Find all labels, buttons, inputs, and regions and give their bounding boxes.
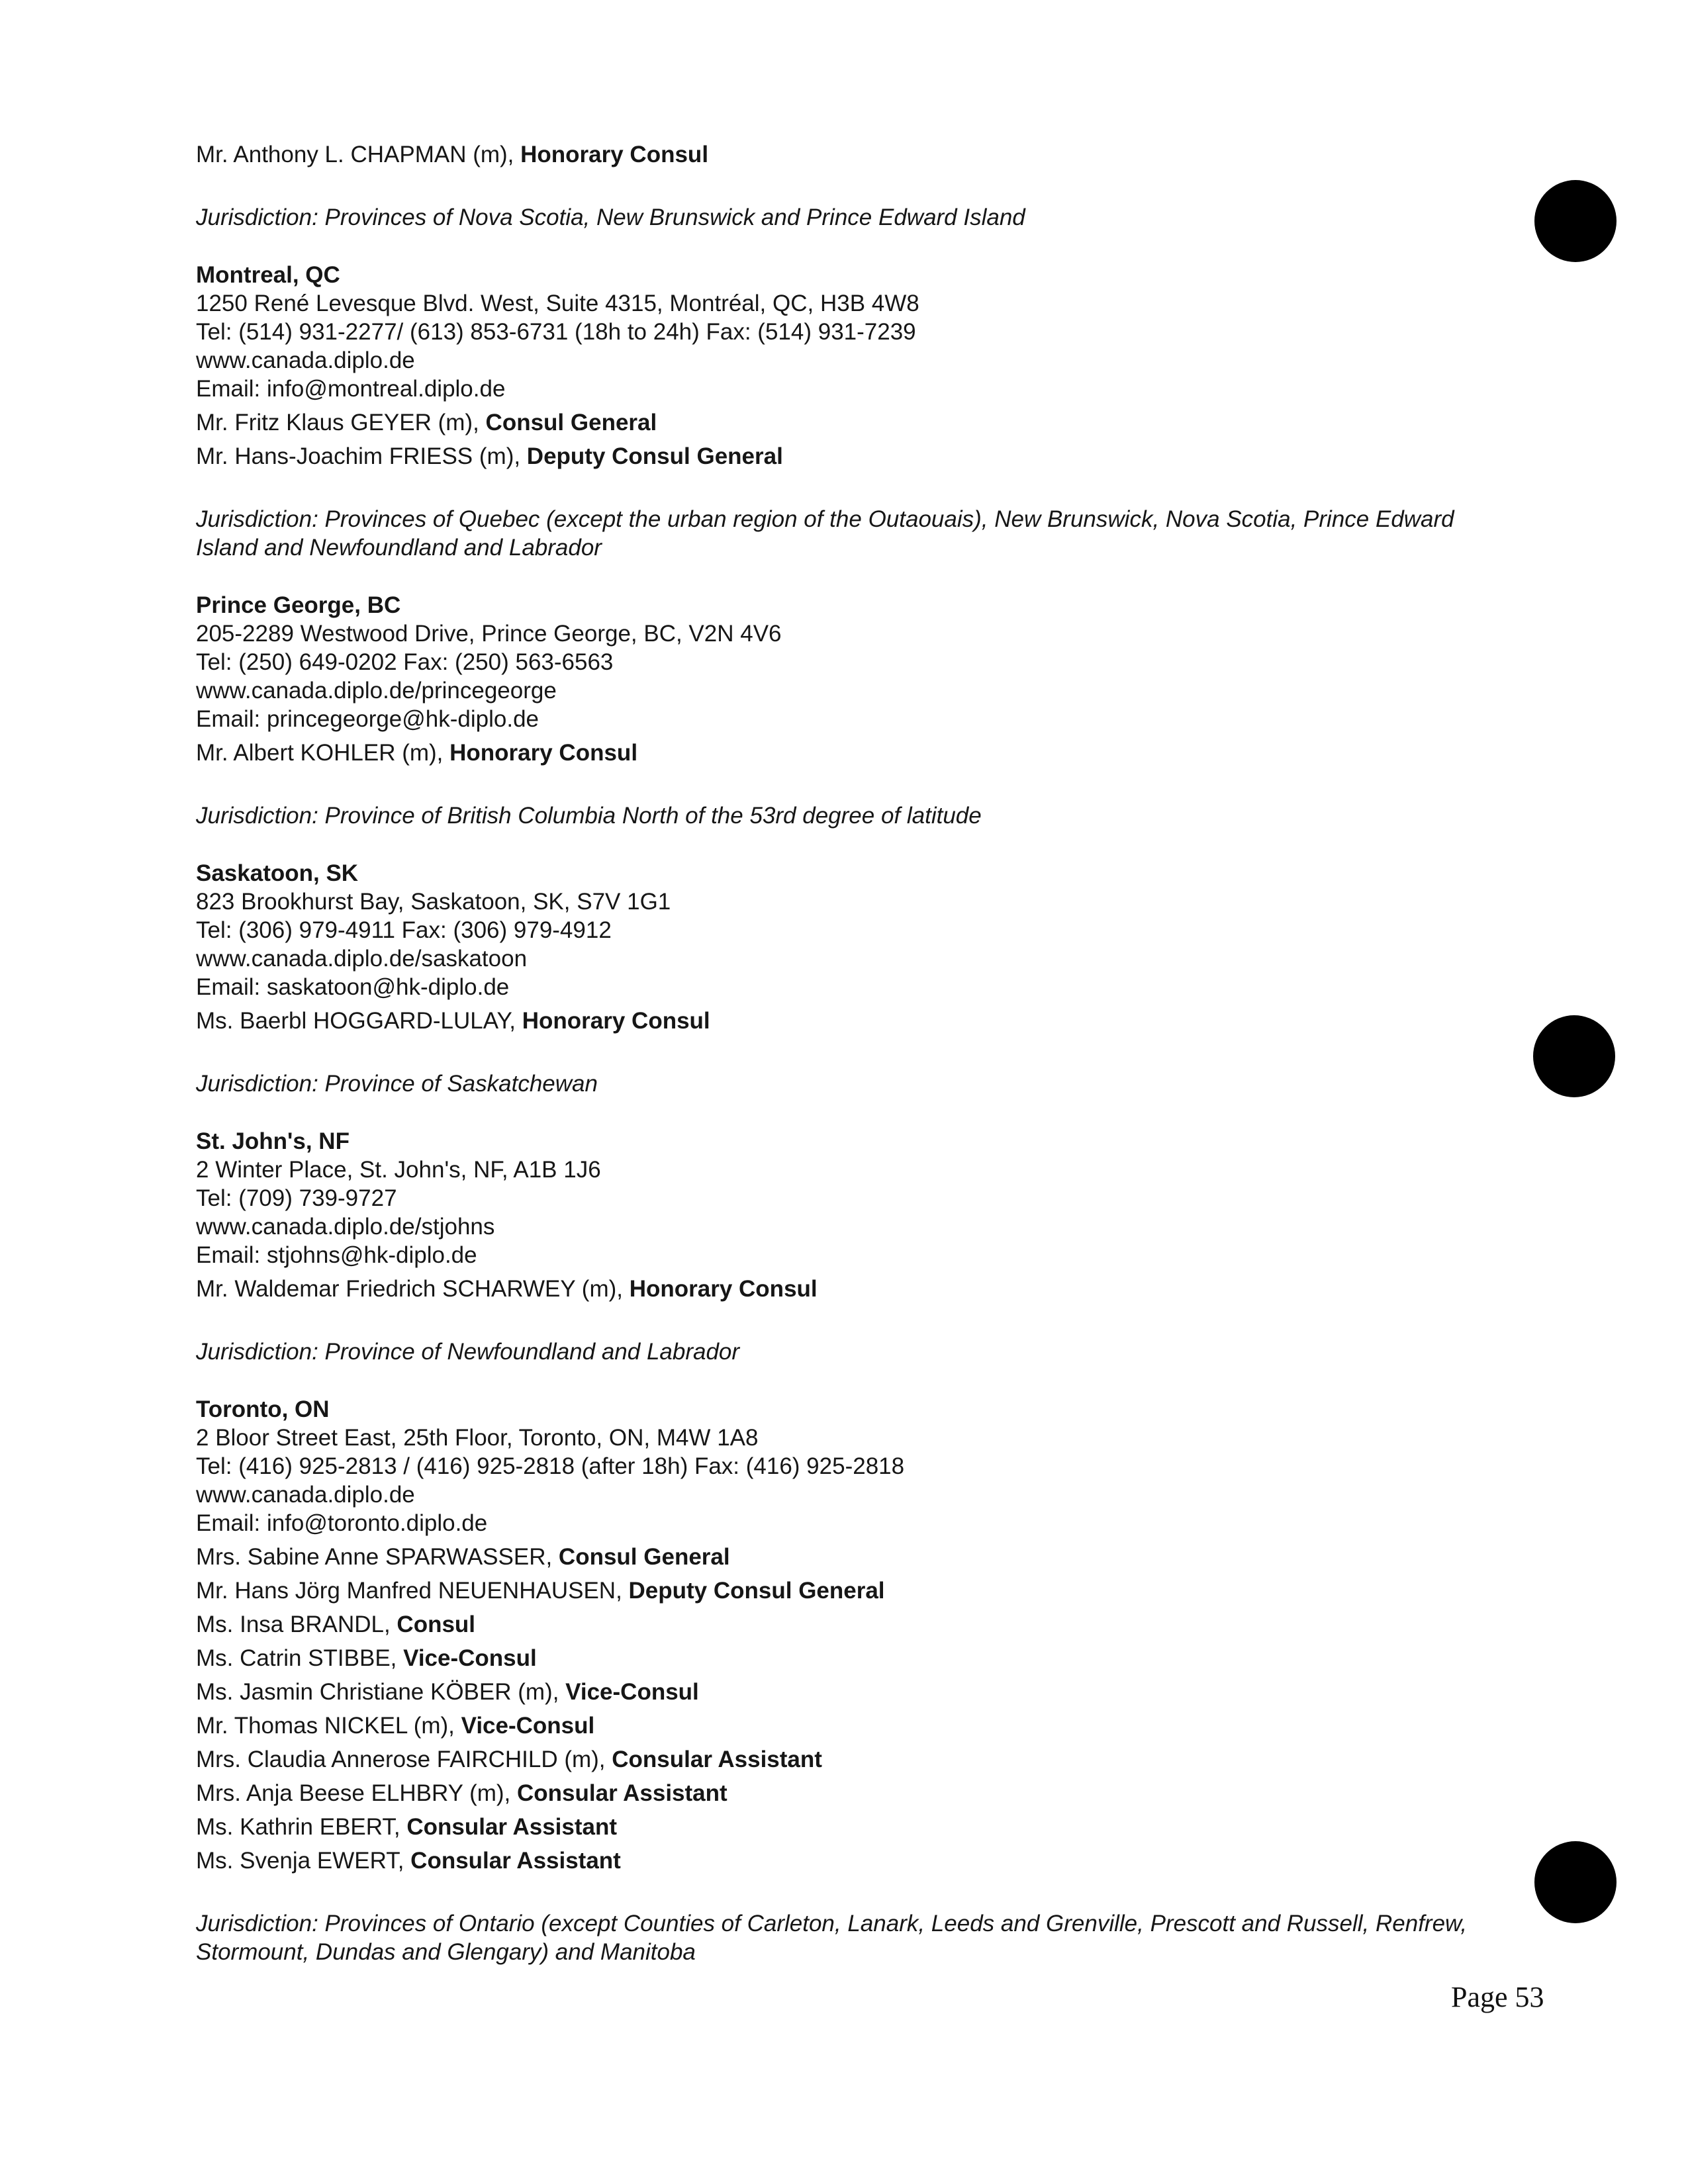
person-name: Mrs. Anja Beese ELHBRY (m),	[196, 1780, 517, 1806]
office-address: 2 Winter Place, St. John's, NF, A1B 1J6	[196, 1157, 601, 1183]
office-montreal	[196, 261, 1487, 562]
person-title: Consul	[397, 1612, 476, 1637]
person-title: Deputy Consul General	[628, 1578, 885, 1604]
person-name: Mrs. Claudia Annerose FAIRCHILD (m),	[196, 1747, 612, 1772]
person-name: Mrs. Sabine Anne SPARWASSER,	[196, 1544, 559, 1570]
person-title: Consul General	[485, 410, 657, 435]
office-website: www.canada.diplo.de	[196, 347, 415, 373]
person-entry	[196, 1813, 1487, 1841]
office-address: 823 Brookhurst Bay, Saskatoon, SK, S7V 1G1	[196, 889, 671, 915]
punch-hole-middle	[1533, 1015, 1615, 1097]
person-entry	[196, 1275, 1487, 1303]
office-website: www.canada.diplo.de/stjohns	[196, 1214, 495, 1240]
office-toronto	[196, 1395, 1487, 1966]
person-entry	[196, 1779, 1487, 1807]
person-title: Honorary Consul	[629, 1276, 818, 1302]
jurisdiction-note: Jurisdiction: Provinces of Quebec (except the urban region of the Outaouais), New Brunswick, Nova Scotia, Prince Edward Island and Newfoundland and Labrador	[196, 506, 1454, 561]
person-entry	[196, 1576, 1487, 1605]
person-entry	[196, 1745, 1487, 1774]
person-title: Consular Assistant	[406, 1814, 618, 1840]
jurisdiction-note: Jurisdiction: Provinces of Nova Scotia, New Brunswick and Prince Edward Island	[196, 205, 1025, 230]
jurisdiction-note: Jurisdiction: Province of Saskatchewan	[196, 1071, 598, 1097]
punch-hole-bottom	[1534, 1841, 1617, 1923]
office-city: St. John's, NF	[196, 1128, 350, 1154]
office-email: Email: princegeorge@hk-diplo.de	[196, 706, 539, 732]
person-title: Consular Assistant	[517, 1780, 727, 1806]
person-name: Ms. Catrin STIBBE,	[196, 1645, 404, 1671]
person-entry	[196, 140, 1487, 169]
person-title: Vice-Consul	[461, 1713, 595, 1739]
office-email: Email: stjohns@hk-diplo.de	[196, 1242, 477, 1268]
person-title: Honorary Consul	[522, 1008, 710, 1034]
person-name: Mr. Albert KOHLER (m),	[196, 740, 450, 766]
office-city: Saskatoon, SK	[196, 860, 359, 886]
person-name: Ms. Insa BRANDL,	[196, 1612, 397, 1637]
office-city: Toronto, ON	[196, 1396, 330, 1422]
office-phone: Tel: (250) 649-0202 Fax: (250) 563-6563	[196, 649, 614, 675]
person-name: Ms. Kathrin EBERT,	[196, 1814, 407, 1840]
person-title: Consular Assistant	[612, 1747, 822, 1772]
person-name: Mr. Fritz Klaus GEYER (m),	[196, 410, 486, 435]
office-address: 2 Bloor Street East, 25th Floor, Toronto, ON, M4W 1A8	[196, 1425, 759, 1451]
office-email: Email: saskatoon@hk-diplo.de	[196, 974, 510, 1000]
person-name: Mr. Hans-Joachim FRIESS (m),	[196, 443, 527, 469]
person-name: Ms. Baerbl HOGGARD-LULAY,	[196, 1008, 522, 1034]
office-address: 205-2289 Westwood Drive, Prince George, BC, V2N 4V6	[196, 621, 782, 647]
punch-hole-top	[1534, 180, 1617, 262]
office-city: Montreal, QC	[196, 262, 340, 288]
jurisdiction-note: Jurisdiction: Province of Newfoundland and Labrador	[196, 1339, 740, 1365]
person-name: Mr. Thomas NICKEL (m),	[196, 1713, 461, 1739]
person-title: Honorary Consul	[449, 740, 638, 766]
office-website: www.canada.diplo.de/princegeorge	[196, 678, 557, 704]
office-phone: Tel: (416) 925-2813 / (416) 925-2818 (after 18h) Fax: (416) 925-2818	[196, 1453, 905, 1479]
office-city: Prince George, BC	[196, 592, 401, 618]
person-entry	[196, 442, 1487, 471]
jurisdiction-note: Jurisdiction: Province of British Columbia North of the 53rd degree of latitude	[196, 803, 982, 829]
person-entry	[196, 1711, 1487, 1740]
office-phone: Tel: (306) 979-4911 Fax: (306) 979-4912	[196, 917, 612, 943]
person-title: Honorary Consul	[520, 142, 709, 167]
office-prince-george	[196, 591, 1487, 830]
office-email: Email: info@montreal.diplo.de	[196, 376, 506, 402]
consulate-listing	[196, 140, 1487, 1966]
person-title: Consul General	[558, 1544, 730, 1570]
office-email: Email: info@toronto.diplo.de	[196, 1510, 488, 1536]
person-entry	[196, 739, 1487, 767]
person-name: Ms. Svenja EWERT,	[196, 1848, 411, 1874]
person-title: Deputy Consul General	[526, 443, 783, 469]
person-name: Mr. Anthony L. CHAPMAN (m),	[196, 142, 521, 167]
page-number: Page 53	[1451, 1981, 1544, 2013]
office-address: 1250 René Levesque Blvd. West, Suite 4315, Montréal, QC, H3B 4W8	[196, 291, 919, 316]
office-phone: Tel: (709) 739-9727	[196, 1185, 397, 1211]
person-entry	[196, 408, 1487, 437]
person-entry	[196, 1543, 1487, 1571]
person-entry	[196, 1644, 1487, 1672]
person-name: Mr. Hans Jörg Manfred NEUENHAUSEN,	[196, 1578, 629, 1604]
person-entry	[196, 1846, 1487, 1875]
person-entry	[196, 1610, 1487, 1639]
office-saskatoon	[196, 859, 1487, 1098]
office-website: www.canada.diplo.de/saskatoon	[196, 946, 528, 972]
person-name: Ms. Jasmin Christiane KÖBER (m),	[196, 1679, 566, 1705]
person-entry	[196, 1007, 1487, 1035]
office-website: www.canada.diplo.de	[196, 1482, 415, 1508]
office-st-johns	[196, 1127, 1487, 1366]
person-name: Mr. Waldemar Friedrich SCHARWEY (m),	[196, 1276, 630, 1302]
person-entry	[196, 1678, 1487, 1706]
person-title: Consular Assistant	[410, 1848, 621, 1874]
person-title: Vice-Consul	[403, 1645, 537, 1671]
person-title: Vice-Consul	[565, 1679, 699, 1705]
office-phone: Tel: (514) 931-2277/ (613) 853-6731 (18h to 24h) Fax: (514) 931-7239	[196, 319, 916, 345]
jurisdiction-note: Jurisdiction: Provinces of Ontario (except Counties of Carleton, Lanark, Leeds and Grenville, Prescott and Russell, Renfrew, Stormount, Dundas and Glengary) and Manitoba	[196, 1911, 1468, 1965]
